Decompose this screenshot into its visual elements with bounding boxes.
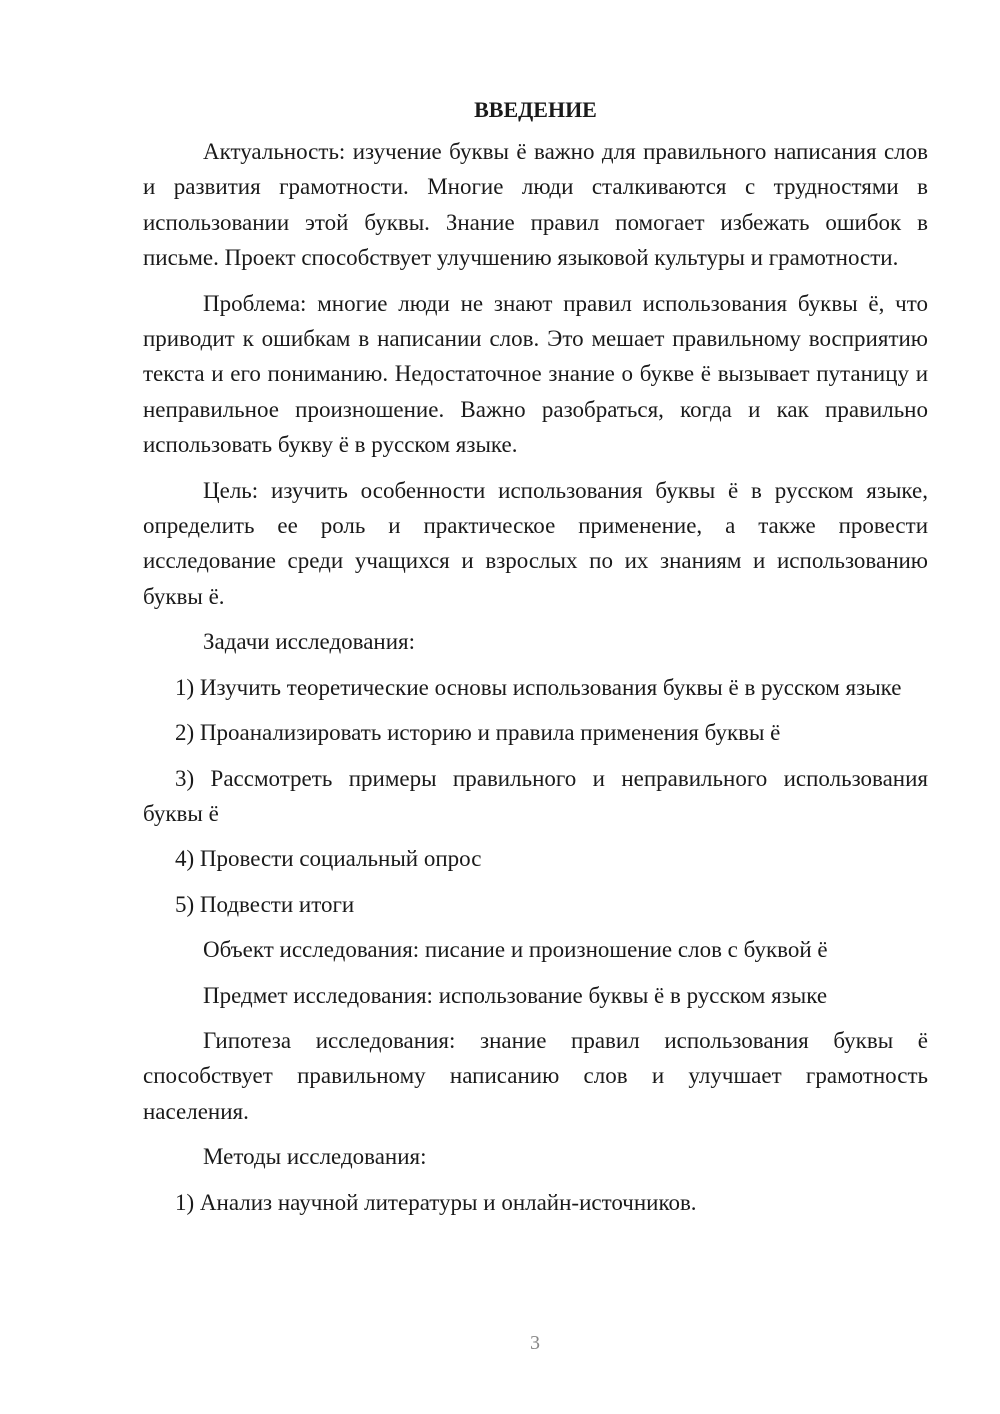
- subject-paragraph: Предмет исследования: использование буквы ё в русском языке: [203, 982, 828, 1008]
- task-item: 2) Проанализировать историю и правила применения буквы ё: [175, 720, 781, 746]
- task-item: 4) Провести социальный опрос: [175, 846, 482, 872]
- hypothesis-paragraph: Гипотеза исследования: знание правил использования буквы ё способствует правильному написанию слов и улучшает грамотность населения.: [143, 1027, 928, 1124]
- task-item: 5) Подвести итоги: [175, 891, 355, 917]
- problem-paragraph: Проблема: многие люди не знают правил использования буквы ё, что приводит к ошибкам в написании слов. Это мешает правильному восприятию текста и его пониманию. Недостаточное знание о букве ё вызывает путаницу и неправильное произношение. Важно разобраться, когда и как правильно использовать букву ё в русском языке.: [143, 290, 928, 458]
- section-title: ВВЕДЕНИЕ: [474, 97, 597, 122]
- task-item: 3) Рассмотреть примеры правильного и неправильного использования буквы ё: [143, 765, 928, 826]
- goal-paragraph: Цель: изучить особенности использования буквы ё в русском языке, определить ее роль и практическое применение, а также провести исследование среди учащихся и взрослых по их знаниям и использованию буквы ё.: [143, 477, 928, 609]
- method-item: 1) Анализ научной литературы и онлайн-источников.: [175, 1189, 697, 1215]
- relevance-paragraph: Актуальность: изучение буквы ё важно для правильного написания слов и развития грамотности. Многие люди сталкиваются с трудностями в использовании этой буквы. Знание правил помогает избежать ошибок в письме. Проект способствует улучшению языковой культуры и грамотности.: [143, 139, 928, 271]
- document-page: [143, 92, 928, 1230]
- task-item: 1) Изучить теоретические основы использования буквы ё в русском языке: [175, 674, 902, 700]
- object-paragraph: Объект исследования: писание и произношение слов с буквой ё: [203, 937, 828, 963]
- page-number: 3: [530, 1332, 540, 1354]
- methods-heading: Методы исследования:: [203, 1144, 427, 1170]
- tasks-heading: Задачи исследования:: [203, 629, 416, 655]
